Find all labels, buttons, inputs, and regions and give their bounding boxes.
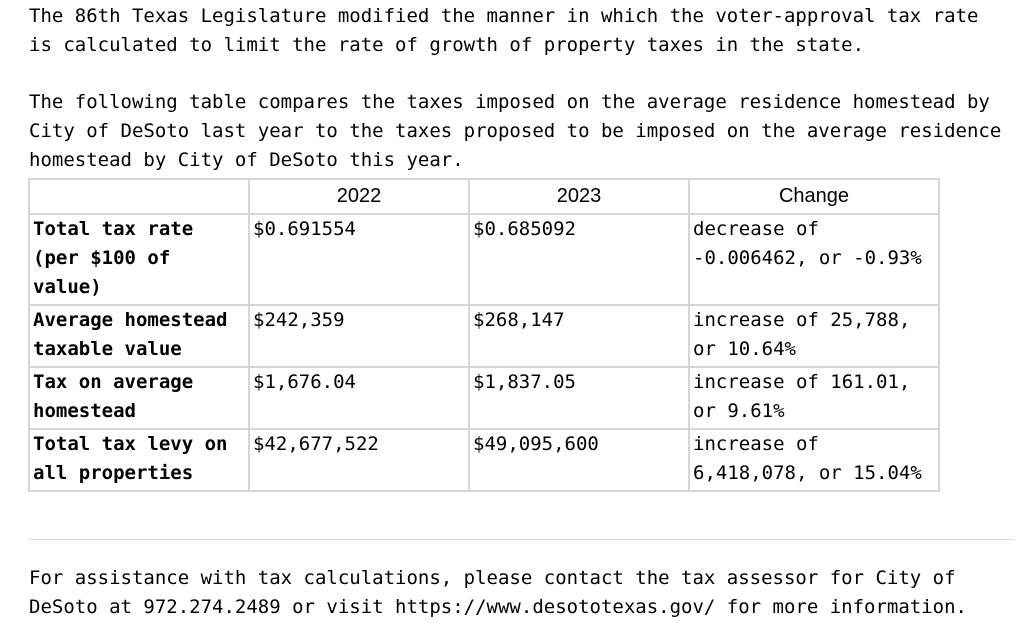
cell-2023-average-homestead-value: $268,147 [469,305,689,367]
cell-change-total-tax-rate: decrease of -0.006462, or -0.93% [689,214,939,305]
cell-2022-total-tax-rate: $0.691554 [249,214,469,305]
cell-change-average-homestead-value: increase of 25,788, or 10.64% [689,305,939,367]
table-row [29,429,939,491]
cell-2022-total-tax-levy: $42,677,522 [249,429,469,491]
row-label-tax-on-average-homestead: Tax on average homestead [29,367,249,429]
cell-2023-tax-on-average-homestead: $1,837.05 [469,367,689,429]
row-label-total-tax-rate: Total tax rate (per $100 of value) [29,214,249,305]
row-label-total-tax-levy: Total tax levy on all properties [29,429,249,491]
header-change: Change [689,179,939,214]
cell-change-total-tax-levy: increase of 6,418,078, or 15.04% [689,429,939,491]
header-2022: 2022 [249,179,469,214]
cell-2022-average-homestead-value: $242,359 [249,305,469,367]
cell-2023-total-tax-levy: $49,095,600 [469,429,689,491]
assistance-footer-text: For assistance with tax calculations, please contact the tax assessor for City of DeSoto at 972.274.2489 or visit https://www.desototexas.gov/ for more information. [29,567,967,618]
table-row [29,214,939,305]
cell-change-tax-on-average-homestead: increase of 161.01, or 9.61% [689,367,939,429]
comparison-intro-text: The following table compares the taxes imposed on the average residence homestead by City of DeSoto last year to the taxes proposed to be imposed on the average residence homestead by City of DeSoto this year. [29,91,1002,171]
legislature-notice-text: The 86th Texas Legislature modified the manner in which the voter-approval tax rate is calculated to limit the rate of growth of property taxes in the state. [29,5,979,56]
header-2023: 2023 [469,179,689,214]
table-header-row [29,179,939,214]
row-label-average-homestead-value: Average homestead taxable value [29,305,249,367]
table-row [29,367,939,429]
tax-comparison-table [28,178,940,492]
cell-2023-total-tax-rate: $0.685092 [469,214,689,305]
cell-2022-tax-on-average-homestead: $1,676.04 [249,367,469,429]
table-row [29,305,939,367]
header-empty-cell [29,179,249,214]
section-divider [28,539,1014,540]
